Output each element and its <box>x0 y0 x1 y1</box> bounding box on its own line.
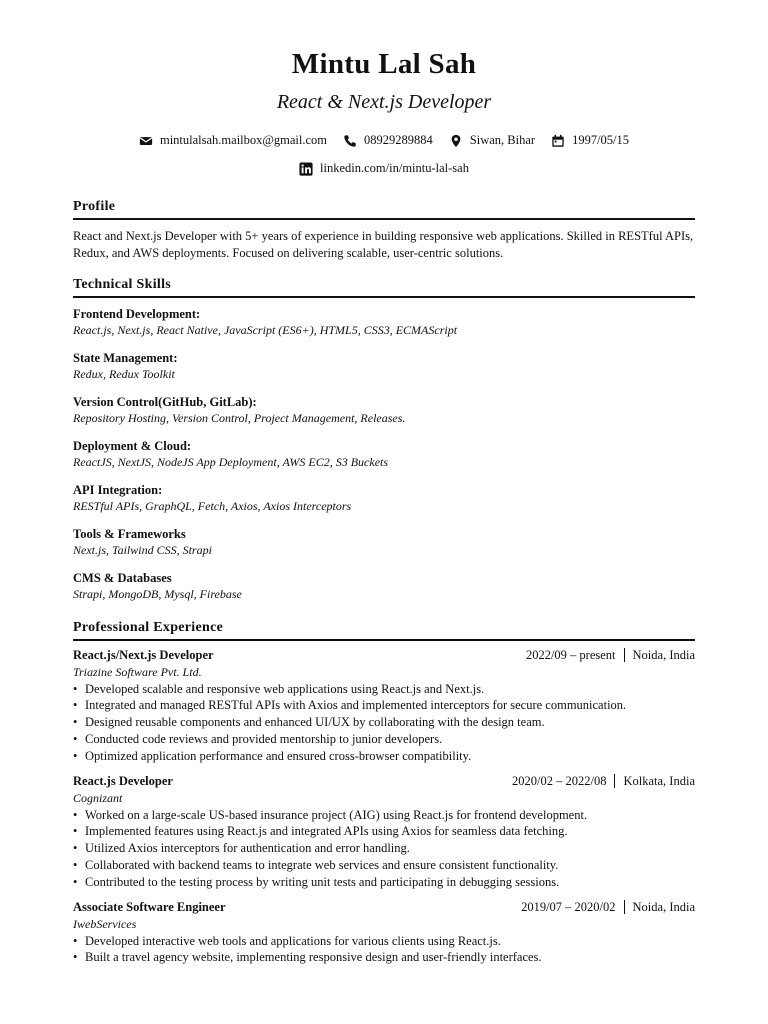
phone-icon <box>343 134 357 148</box>
bullet-item: • Developed interactive web tools and applications for various clients using React.js. <box>73 933 695 950</box>
calendar-icon <box>551 134 565 148</box>
skill-values: Repository Hosting, Version Control, Project Management, Releases. <box>73 411 406 425</box>
divider <box>624 900 625 914</box>
envelope-icon <box>139 134 153 148</box>
job-location: Kolkata, India <box>623 774 695 788</box>
skill-category: Deployment & Cloud: <box>73 439 192 453</box>
job-bullets <box>73 933 695 967</box>
skill-group <box>73 482 695 514</box>
skill-values: ReactJS, NextJS, NodeJS App Deployment, AWS EC2, S3 Buckets <box>73 455 389 469</box>
contact-row-linkedin <box>0 161 768 176</box>
skill-category: Tools & Frameworks <box>73 527 186 541</box>
job-entry <box>73 647 695 765</box>
contact-phone[interactable] <box>343 133 433 148</box>
skill-group <box>73 526 695 558</box>
bullet-item: • Optimized application performance and ensured cross-browser compatibility. <box>73 748 695 765</box>
job-header <box>73 647 695 664</box>
email-text: mintulalsah.mailbox@gmail.com <box>159 133 328 147</box>
skill-category: Version Control(GitHub, GitLab): <box>73 395 257 409</box>
contact-linkedin[interactable] <box>299 161 469 176</box>
skill-category: CMS & Databases <box>73 571 172 585</box>
linkedin-text: linkedin.com/in/mintu-lal-sah <box>320 161 469 175</box>
bullet-item: • Conducted code reviews and provided mentorship to junior developers. <box>73 731 695 748</box>
job-meta <box>521 899 695 916</box>
contact-dob <box>551 133 629 148</box>
job-dates: 2022/09 – present <box>525 648 616 662</box>
job-meta <box>526 647 695 664</box>
contact-email[interactable] <box>139 133 327 148</box>
company-name: IwebServices <box>73 916 137 931</box>
bullet-item: • Utilized Axios interceptors for authentication and error handling. <box>73 840 695 857</box>
bullet-item: • Worked on a large-scale US-based insurance project (AIG) using React.js for frontend development. <box>73 807 695 824</box>
job-entry <box>73 773 695 891</box>
candidate-title: React & Next.js Developer <box>276 91 492 113</box>
bullet-item: • Integrated and managed RESTful APIs with Axios and implemented interceptors for secure communication. <box>73 697 695 714</box>
job-title: React.js/Next.js Developer <box>73 648 214 662</box>
contact-row <box>0 133 768 148</box>
divider <box>614 774 615 788</box>
bullet-item: • Designed reusable components and enhanced UI/UX by collaborating with the design team. <box>73 714 695 731</box>
skill-values: Next.js, Tailwind CSS, Strapi <box>73 543 212 557</box>
job-title: React.js Developer <box>73 774 173 788</box>
job-location: Noida, India <box>632 900 695 914</box>
job-bullets <box>73 681 695 765</box>
bullet-item: • Built a travel agency website, implementing responsive design and user-friendly interfaces. <box>73 949 695 966</box>
bullet-item: • Implemented features using React.js and integrated APIs using Axios for seamless data fetching. <box>73 823 695 840</box>
job-entry <box>73 899 695 966</box>
section-heading-skills: Technical Skills <box>73 277 695 298</box>
skill-category: API Integration: <box>73 483 163 497</box>
location-text: Siwan, Bihar <box>469 133 536 147</box>
job-dates: 2020/02 – 2022/08 <box>512 774 607 788</box>
profile-summary: React and Next.js Developer with 5+ years of experience in building responsive web applications. Skilled in RESTful APIs, Redux, and AWS deployments. Focused on delivering scalable, user-centric solutions. <box>73 229 694 260</box>
skill-group <box>73 306 695 338</box>
job-title: Associate Software Engineer <box>73 900 226 914</box>
section-heading-profile: Profile <box>73 199 695 220</box>
contact-location <box>449 133 535 148</box>
skill-category: State Management: <box>73 351 178 365</box>
job-bullets <box>73 807 695 891</box>
skill-category: Frontend Development: <box>73 307 201 321</box>
skill-group <box>73 394 695 426</box>
skill-group <box>73 438 695 470</box>
phone-text: 08929289884 <box>364 133 433 147</box>
bullet-item: • Contributed to the testing process by writing unit tests and participating in debugging sessions. <box>73 874 695 891</box>
skill-group <box>73 570 695 602</box>
job-location: Noida, India <box>632 648 695 662</box>
divider <box>624 648 625 662</box>
company-name: Cognizant <box>73 790 123 805</box>
section-heading-experience: Professional Experience <box>73 620 695 641</box>
skill-values: Redux, Redux Toolkit <box>73 367 175 381</box>
dob-text: 1997/05/15 <box>572 133 630 147</box>
bullet-item: • Developed scalable and responsive web applications using React.js and Next.js. <box>73 681 695 698</box>
job-dates: 2019/07 – 2020/02 <box>521 900 616 914</box>
job-meta <box>512 773 695 790</box>
skill-values: React.js, Next.js, React Native, JavaScript (ES6+), HTML5, CSS3, ECMAScript <box>73 323 458 337</box>
job-header <box>73 773 695 790</box>
job-header <box>73 899 695 916</box>
skill-values: RESTful APIs, GraphQL, Fetch, Axios, Axios Interceptors <box>73 499 352 513</box>
map-pin-icon <box>449 134 463 148</box>
skill-group <box>73 350 695 382</box>
bullet-item: • Collaborated with backend teams to integrate web services and ensure consistent functionality. <box>73 857 695 874</box>
company-name: Triazine Software Pvt. Ltd. <box>73 664 202 679</box>
skill-values: Strapi, MongoDB, Mysql, Firebase <box>73 587 242 601</box>
linkedin-icon <box>299 162 313 176</box>
candidate-name: Mintu Lal Sah <box>291 48 477 80</box>
